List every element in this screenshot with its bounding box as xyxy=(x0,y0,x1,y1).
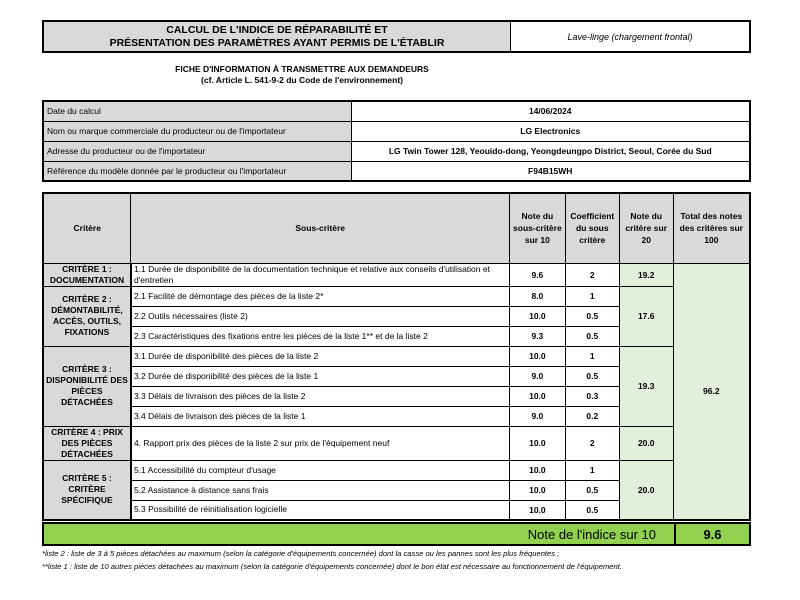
subcriterion-coef: 0.5 xyxy=(565,306,619,326)
subcriterion-label: 1.1 Durée de disponibilité de la documentation technique et relative aux conseils d'utilisation et d'entretien xyxy=(131,263,509,286)
subcriterion-note: 10.0 xyxy=(509,426,565,460)
subcriterion-coef: 1 xyxy=(565,346,619,366)
subcriterion-note: 10.0 xyxy=(509,386,565,406)
criterion-5-label: CRITÈRE 5 : CRITÈRE SPÉCIFIQUE xyxy=(43,460,131,520)
subcriterion-label: 2.1 Facilité de démontage des pièces de la liste 2* xyxy=(131,286,509,306)
fiche-title-line2: (cf. Article L. 541-9-2 du Code de l'environnement) xyxy=(201,75,403,85)
subcriterion-label: 3.4 Délais de livraison des pièces de la liste 1 xyxy=(131,406,509,426)
subcriterion-coef: 2 xyxy=(565,263,619,286)
subcriterion-note: 9.0 xyxy=(509,366,565,386)
criterion-3-score: 19.3 xyxy=(619,346,673,426)
info-value: LG Electronics xyxy=(351,121,750,141)
info-value: F94B15WH xyxy=(351,161,750,181)
subcriterion-coef: 1 xyxy=(565,460,619,480)
header-title-line1: CALCUL DE L'INDICE DE RÉPARABILITÉ ET xyxy=(166,23,388,36)
subcriterion-coef: 0.5 xyxy=(565,480,619,500)
header-box xyxy=(42,20,751,53)
fiche-title xyxy=(42,64,562,86)
subcriterion-note: 10.0 xyxy=(509,500,565,520)
info-label: Référence du modèle donnée par le producteur ou l'importateur xyxy=(43,161,351,181)
subcriterion-note: 9.6 xyxy=(509,263,565,286)
subcriterion-coef: 0.5 xyxy=(565,500,619,520)
criterion-4-score: 20.0 xyxy=(619,426,673,460)
subcriterion-coef: 2 xyxy=(565,426,619,460)
footnote-list-1: **liste 1 : liste de 10 autres pièces détachées au maximum (selon la catégorie d'équipements concernée) dont le bon état est nécessaire au fonctionnement de l'équipement. xyxy=(42,562,622,571)
col-header-critere: Critère xyxy=(43,193,131,263)
subcriterion-coef: 0.2 xyxy=(565,406,619,426)
criterion-1-label: CRITÈRE 1 : DOCUMENTATION xyxy=(43,263,131,286)
col-header-note-sous: Note du sous-critère sur 10 xyxy=(509,193,565,263)
info-table xyxy=(42,100,751,182)
table-header-row xyxy=(43,193,750,263)
criterion-5-score: 20.0 xyxy=(619,460,673,520)
subcriterion-note: 9.0 xyxy=(509,406,565,426)
info-label: Nom ou marque commerciale du producteur ou de l'importateur xyxy=(43,121,351,141)
subcriterion-label: 4. Rapport prix des pièces de la liste 2 sur prix de l'équipement neuf xyxy=(131,426,509,460)
subcriterion-label: 5.3 Possibilité de réinitialisation logicielle xyxy=(131,500,509,520)
col-header-note20: Note du critère sur 20 xyxy=(619,193,673,263)
final-score-value: 9.6 xyxy=(676,524,749,544)
subcriterion-label: 5.1 Accessibilité du compteur d'usage xyxy=(131,460,509,480)
fiche-title-line1: FICHE D'INFORMATION À TRANSMETTRE AUX DEMANDEURS xyxy=(175,64,429,74)
subcriterion-note: 10.0 xyxy=(509,306,565,326)
info-label: Adresse du producteur ou de l'importateur xyxy=(43,141,351,161)
subcriterion-note: 10.0 xyxy=(509,480,565,500)
subcriterion-label: 3.3 Délais de livraison des pièces de la liste 2 xyxy=(131,386,509,406)
header-title-line2: PRÉSENTATION DES PARAMÈTRES AYANT PERMIS DE L'ÉTABLIR xyxy=(109,36,445,49)
col-header-coef: Coefficient du sous critère xyxy=(565,193,619,263)
subcriterion-label: 2.2 Outils nécessaires (liste 2) xyxy=(131,306,509,326)
info-label: Date du calcul xyxy=(43,101,351,121)
info-row xyxy=(43,101,750,121)
footnote-list-2: *liste 2 : liste de 3 à 5 pièces détachées au maximum (selon la catégorie d'équipements concernée) dont la casse ou les pannes sont les plus fréquentes ; xyxy=(42,549,560,558)
criterion-3-label: CRITÈRE 3 : DISPONIBILITÉ DES PIÈCES DÉTACHÉES xyxy=(43,346,131,426)
subcriterion-label: 3.1 Durée de disponibilité des pièces de la liste 2 xyxy=(131,346,509,366)
subcriterion-note: 10.0 xyxy=(509,460,565,480)
criterion-1-score: 19.2 xyxy=(619,263,673,286)
criterion-2-label: CRITÈRE 2 : DÉMONTABILITÉ, ACCÈS, OUTILS, FIXATIONS xyxy=(43,286,131,346)
table-row xyxy=(43,426,750,460)
info-row xyxy=(43,141,750,161)
col-header-sous-critere: Sous-critère xyxy=(131,193,509,263)
criteria-table xyxy=(42,192,751,521)
subcriterion-coef: 0.5 xyxy=(565,366,619,386)
total-score: 96.2 xyxy=(673,263,750,520)
subcriterion-note: 9.3 xyxy=(509,326,565,346)
table-row xyxy=(43,346,750,366)
table-row xyxy=(43,460,750,480)
subcriterion-note: 10.0 xyxy=(509,346,565,366)
col-header-total: Total des notes des critères sur 100 xyxy=(673,193,750,263)
subcriterion-note: 8.0 xyxy=(509,286,565,306)
final-score-row xyxy=(42,522,751,546)
subcriterion-coef: 1 xyxy=(565,286,619,306)
appliance-type: Lave-linge (chargement frontal) xyxy=(567,31,693,42)
info-row xyxy=(43,121,750,141)
subcriterion-coef: 0.3 xyxy=(565,386,619,406)
info-value: LG Twin Tower 128, Yeouido-dong, Yeongdeungpo District, Seoul, Corée du Sud xyxy=(351,141,750,161)
info-value: 14/06/2024 xyxy=(351,101,750,121)
subcriterion-coef: 0.5 xyxy=(565,326,619,346)
table-row xyxy=(43,263,750,286)
subcriterion-label: 5.2 Assistance à distance sans frais xyxy=(131,480,509,500)
criterion-2-score: 17.6 xyxy=(619,286,673,346)
header-title xyxy=(44,22,511,51)
subcriterion-label: 2.3 Caractéristiques des fixations entre les pièces de la liste 1** et de la liste 2 xyxy=(131,326,509,346)
criterion-4-label: CRITÈRE 4 : PRIX DES PIÈCES DÉTACHÉES xyxy=(43,426,131,460)
subcriterion-label: 3.2 Durée de disponibilité des pièces de la liste 1 xyxy=(131,366,509,386)
table-row xyxy=(43,286,750,306)
final-score-label: Note de l'indice sur 10 xyxy=(44,524,676,544)
info-row xyxy=(43,161,750,181)
